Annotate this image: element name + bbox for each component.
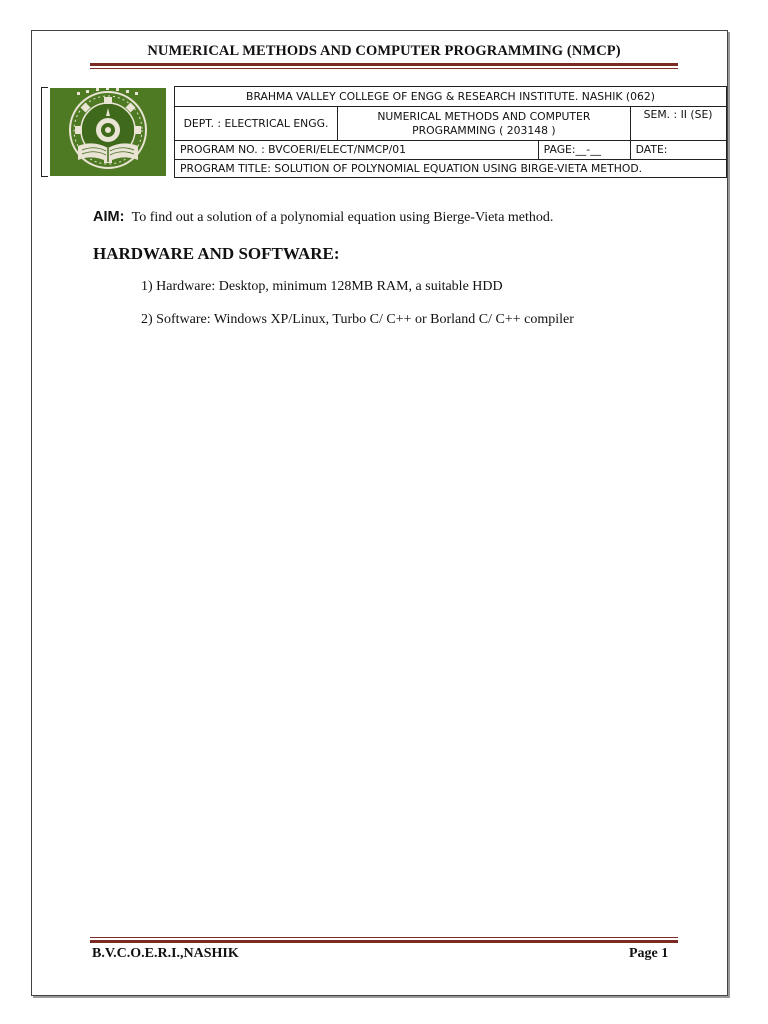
dept-cell: DEPT. : ELECTRICAL ENGG. bbox=[175, 107, 338, 141]
sem-cell: SEM. : II (SE) bbox=[630, 107, 726, 141]
header-rule-thin bbox=[90, 68, 678, 69]
footer-rule-thick bbox=[90, 940, 678, 943]
aim-label: AIM: bbox=[93, 209, 125, 225]
hardware-software-heading: HARDWARE AND SOFTWARE: bbox=[93, 244, 340, 263]
college-logo bbox=[50, 88, 166, 176]
aim-line bbox=[93, 209, 553, 226]
program-title: PROGRAM TITLE: SOLUTION OF POLYNOMIAL EQUATION USING BIRGE-VIETA METHOD. bbox=[175, 160, 727, 178]
footer-rule-thin bbox=[90, 937, 678, 938]
date-cell: DATE: bbox=[630, 141, 726, 160]
footer-page-number: Page 1 bbox=[629, 946, 669, 961]
subject-line-1: NUMERICAL METHODS AND COMPUTER bbox=[377, 109, 591, 123]
college-name: BRAHMA VALLEY COLLEGE OF ENGG & RESEARCH INSTITUTE. NASHIK (062) bbox=[175, 87, 727, 107]
info-table bbox=[174, 86, 727, 178]
footer-institute: B.V.C.O.E.R.I.,NASHIK bbox=[92, 946, 239, 961]
list-item-hardware: 1) Hardware: Desktop, minimum 128MB RAM, a suitable HDD bbox=[141, 279, 503, 294]
page-cell: PAGE:__-__ bbox=[538, 141, 630, 160]
subject-cell bbox=[338, 107, 631, 141]
running-header: NUMERICAL METHODS AND COMPUTER PROGRAMMING (NMCP) bbox=[147, 43, 621, 59]
subject-line-2: PROGRAMMING ( 203148 ) bbox=[412, 123, 556, 137]
header-rule-thick bbox=[90, 63, 678, 66]
list-item-software: 2) Software: Windows XP/Linux, Turbo C/ C++ or Borland C/ C++ compiler bbox=[141, 312, 574, 327]
logo-bracket bbox=[41, 87, 48, 177]
program-no: PROGRAM NO. : BVCOERI/ELECT/NMCP/01 bbox=[175, 141, 539, 160]
aim-text: To find out a solution of a polynomial equation using Bierge-Vieta method. bbox=[131, 210, 554, 225]
